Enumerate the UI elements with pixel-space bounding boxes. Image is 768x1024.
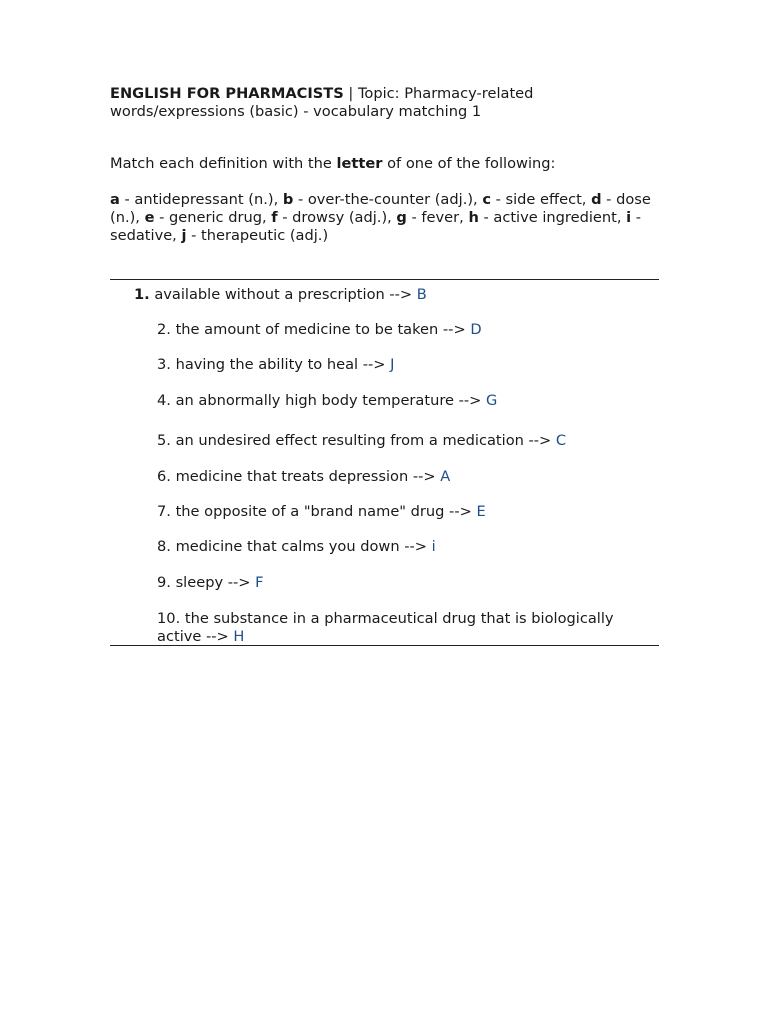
instruction-before: Match each definition with the xyxy=(110,155,337,172)
item-definition: the amount of medicine to be taken --> xyxy=(175,321,471,338)
answer-item xyxy=(157,356,657,374)
item-answer: i xyxy=(431,538,436,555)
option-text: - side effect, xyxy=(490,191,592,208)
option-letter: a xyxy=(110,191,120,208)
option-text: - over-the-counter (adj.), xyxy=(293,191,483,208)
answer-item xyxy=(157,321,657,339)
option-text: - sedative, xyxy=(110,209,642,244)
item-number: 5. xyxy=(157,432,171,449)
answer-table xyxy=(110,279,659,646)
option-text: - therapeutic (adj.) xyxy=(186,227,329,244)
answer-item xyxy=(157,610,657,646)
item-answer: H xyxy=(233,628,245,645)
item-definition: medicine that treats depression --> xyxy=(175,468,441,485)
item-answer: G xyxy=(486,392,498,409)
answer-item xyxy=(157,538,657,556)
option-text: - generic drug, xyxy=(154,209,272,226)
answer-item xyxy=(134,286,634,304)
title-course: ENGLISH FOR PHARMACISTS xyxy=(110,85,344,102)
instruction-emphasis: letter xyxy=(336,155,383,172)
item-number: 8. xyxy=(157,538,171,555)
instruction-after: of one of the following: xyxy=(382,155,556,172)
answer-item xyxy=(157,503,657,521)
item-definition: available without a prescription --> xyxy=(154,286,417,303)
item-number: 7. xyxy=(157,503,171,520)
item-number: 6. xyxy=(157,468,171,485)
item-definition: the opposite of a "brand name" drug --> xyxy=(175,503,477,520)
item-answer: B xyxy=(416,286,427,303)
page-title xyxy=(110,85,670,121)
option-letter: i xyxy=(626,209,632,226)
option-letter: b xyxy=(282,191,294,208)
option-text: - dose (n.), xyxy=(110,191,651,226)
option-letter: e xyxy=(144,209,155,226)
item-answer: C xyxy=(555,432,567,449)
instruction-text xyxy=(110,155,670,173)
option-text: - antidepressant (n.), xyxy=(119,191,283,208)
item-definition: medicine that calms you down --> xyxy=(175,538,432,555)
item-number: 10. xyxy=(157,610,181,627)
option-text: - drowsy (adj.), xyxy=(277,209,397,226)
item-definition: sleepy --> xyxy=(175,574,256,591)
item-definition: an undesired effect resulting from a medication --> xyxy=(175,432,556,449)
answer-item xyxy=(157,574,657,592)
item-number: 2. xyxy=(157,321,171,338)
answer-item xyxy=(157,468,657,486)
item-definition: an abnormally high body temperature --> xyxy=(175,392,487,409)
answer-item xyxy=(157,432,657,450)
option-letter: c xyxy=(482,191,491,208)
item-number: 4. xyxy=(157,392,171,409)
option-text: - active ingredient, xyxy=(478,209,627,226)
answer-item xyxy=(157,392,657,410)
option-letter: h xyxy=(468,209,479,226)
item-definition: the substance in a pharmaceutical drug that is biologically active --> xyxy=(157,610,614,645)
item-definition: having the ability to heal --> xyxy=(175,356,391,373)
item-number: 1. xyxy=(134,286,150,303)
option-letter: d xyxy=(591,191,602,208)
title-separator: | xyxy=(343,85,358,102)
worksheet xyxy=(110,85,670,245)
item-answer: J xyxy=(390,356,395,373)
option-list xyxy=(110,191,670,245)
item-number: 3. xyxy=(157,356,171,373)
item-answer: F xyxy=(255,574,264,591)
option-letter: g xyxy=(396,209,407,226)
item-number: 9. xyxy=(157,574,171,591)
item-answer: E xyxy=(476,503,486,520)
option-letter: j xyxy=(181,227,187,244)
item-answer: D xyxy=(470,321,482,338)
title-topic: Topic: Pharmacy-related words/expressions (basic) - vocabulary matching 1 xyxy=(110,85,534,120)
item-answer: A xyxy=(440,468,451,485)
option-text: - fever, xyxy=(406,209,469,226)
option-letter: f xyxy=(271,209,278,226)
